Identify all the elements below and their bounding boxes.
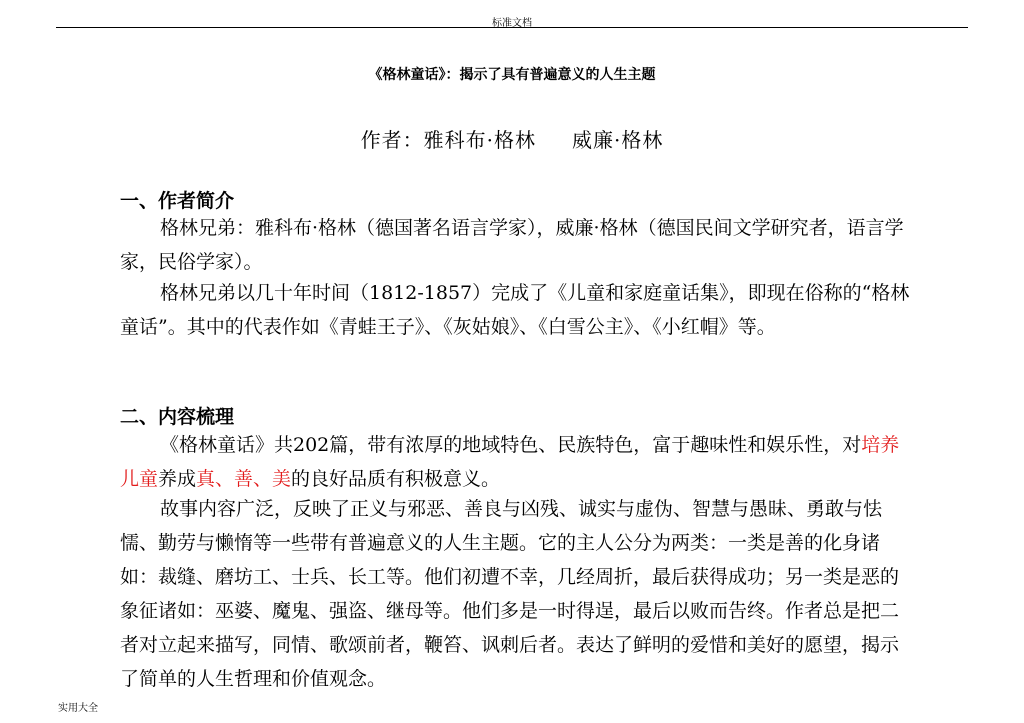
author-secondary: 威廉·格林 <box>572 128 664 152</box>
highlight-truth-goodness-beauty: 真、善、美 <box>196 468 292 490</box>
section-heading-content: 二、内容梳理 <box>120 406 235 428</box>
header-divider <box>56 27 968 28</box>
content-1-text-a: 《格林童话》共202篇，带有浓厚的地域特色、民族特色，富于趣味性和娱乐性，对 <box>160 434 862 456</box>
section-heading-author-intro: 一、作者简介 <box>120 190 235 212</box>
highlight-cultivate-children: 培养儿童 <box>120 434 900 490</box>
document-title: 《格林童话》：揭示了具有普遍意义的人生主题 <box>368 67 656 83</box>
page-header-label: 标准文档 <box>492 18 532 29</box>
page-footer-label: 实用大全 <box>58 703 98 714</box>
paragraph-author-intro-1: 格林兄弟：雅科布·格林（德国著名语言学家），威廉·格林（德国民间文学研究者，语言学家，民俗学家）。 <box>120 217 904 273</box>
paragraph-author-intro-2: 格林兄弟以几十年时间（1812-1857）完成了《儿童和家庭童话集》，即现在俗称的“格林童话”。其中的代表作如《青蛙王子》、《灰姑娘》、《白雪公主》、《小红帽》等。 <box>120 282 910 338</box>
content-1-text-b: 养成 <box>158 468 197 490</box>
author-primary: 作者：雅科布·格林 <box>360 128 536 152</box>
authors-line <box>0 124 1024 153</box>
paragraph-content-1 <box>120 428 910 496</box>
content-1-text-c: 的良好品质有积极意义。 <box>291 468 501 490</box>
paragraph-content-2: 故事内容广泛，反映了正义与邪恶、善良与凶残、诚实与虚伪、智慧与愚昧、勇敢与怯懦、勤劳与懒惰等一些带有普遍意义的人生主题。它的主人公分为两类：一类是善的化身诸如：裁缝、磨坊工、士兵、长工等。他们初遭不幸，几经周折，最后获得成功；另一类是恶的象征诸如：巫婆、魔鬼、强盗、继母等。他们多是一时得逞，最后以败而告终。作者总是把二者对立起来描写，同情、歌颂前者，鞭笞、讽刺后者。表达了鲜明的爱惜和美好的愿望，揭示了简单的人生哲理和价值观念。 <box>120 498 900 690</box>
